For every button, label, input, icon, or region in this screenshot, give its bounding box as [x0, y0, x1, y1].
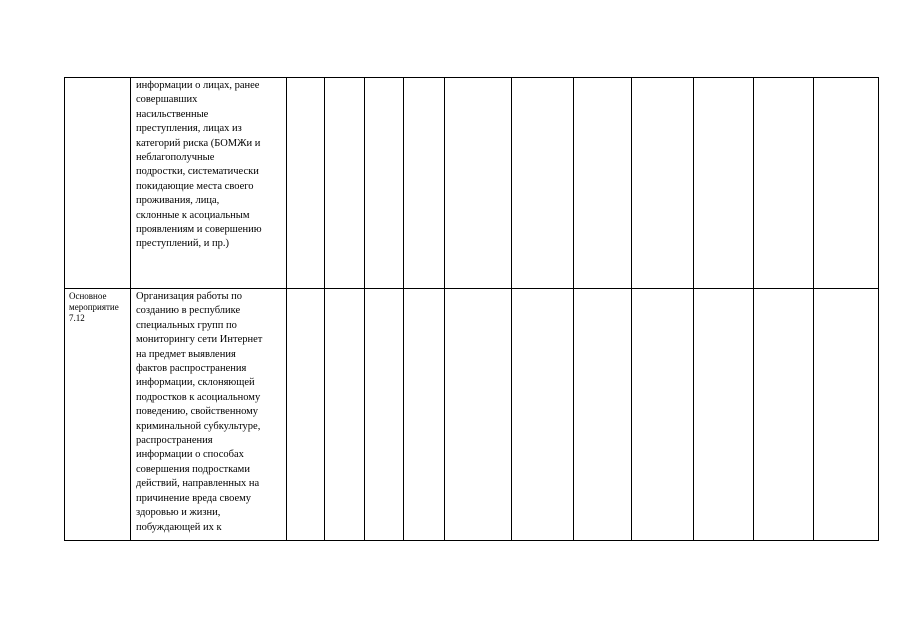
description-line: мониторингу сети Интернет [136, 334, 263, 346]
description-line: на предмет выявления [136, 348, 236, 360]
description-line: созданию в республике [136, 305, 241, 317]
measure-label-line: мероприятие [69, 302, 119, 312]
description-line: преступлений, и пр.) [136, 238, 230, 250]
empty-cell [404, 78, 445, 289]
description-line: причинение вреда своему [136, 492, 252, 504]
description-line: склонные к асоциальным [136, 209, 250, 221]
empty-cell [365, 289, 404, 541]
description-line: неблагополучные [136, 152, 215, 164]
empty-cell [814, 289, 879, 541]
empty-cell [287, 78, 325, 289]
description-line: категорий риска (БОМЖи и [136, 137, 261, 149]
description-line: информации о лицах, ранее [136, 80, 260, 91]
description-line: проживания, лица, [136, 195, 220, 207]
measure-label-cell [65, 289, 131, 541]
description-line: здоровью и жизни, [136, 507, 221, 519]
description-line: подростки, систематически [136, 166, 259, 178]
measure-label-line: Основное [69, 291, 107, 301]
description-line: поведению, свойственному [136, 406, 259, 418]
empty-cell [287, 289, 325, 541]
empty-cell [694, 289, 754, 541]
empty-cell [445, 289, 512, 541]
empty-cell [574, 289, 632, 541]
description-line: насильственные [136, 108, 209, 120]
empty-cell [365, 78, 404, 289]
description-line: побуждающей их к [136, 521, 222, 533]
description-line: информации о способах [136, 449, 244, 461]
empty-cell [694, 78, 754, 289]
description-line: совершения подростками [136, 463, 250, 475]
description-line: действий, направленных на [136, 478, 260, 490]
description-line: криминальной субкультуре, [136, 420, 261, 432]
table-row [65, 78, 879, 289]
description-line: информации, склоняющей [136, 377, 255, 389]
description-line: распространения [136, 435, 213, 447]
empty-cell [512, 289, 574, 541]
empty-cell [512, 78, 574, 289]
description-line: фактов распространения [136, 363, 247, 375]
description-line: проявлениям и совершению [136, 224, 262, 236]
empty-cell [754, 289, 814, 541]
description-line: преступления, лицах из [136, 123, 242, 135]
empty-cell [632, 78, 694, 289]
measures-table [64, 77, 879, 541]
description-line: специальных групп по [136, 319, 237, 331]
empty-cell [404, 289, 445, 541]
empty-cell [814, 78, 879, 289]
empty-cell [632, 289, 694, 541]
description-line: Организация работы по [136, 291, 243, 302]
empty-cell [445, 78, 512, 289]
measure-description-cell [131, 78, 287, 289]
measure-label-cell [65, 78, 131, 289]
empty-cell [574, 78, 632, 289]
measure-label-line: 7.12 [69, 313, 85, 323]
table-row [65, 289, 879, 541]
description-line: совершавших [136, 94, 198, 106]
empty-cell [325, 78, 365, 289]
empty-cell [325, 289, 365, 541]
measure-description-cell [131, 289, 287, 541]
description-line: покидающие места своего [136, 180, 254, 192]
description-line: подростков к асоциальному [136, 391, 261, 403]
empty-cell [754, 78, 814, 289]
